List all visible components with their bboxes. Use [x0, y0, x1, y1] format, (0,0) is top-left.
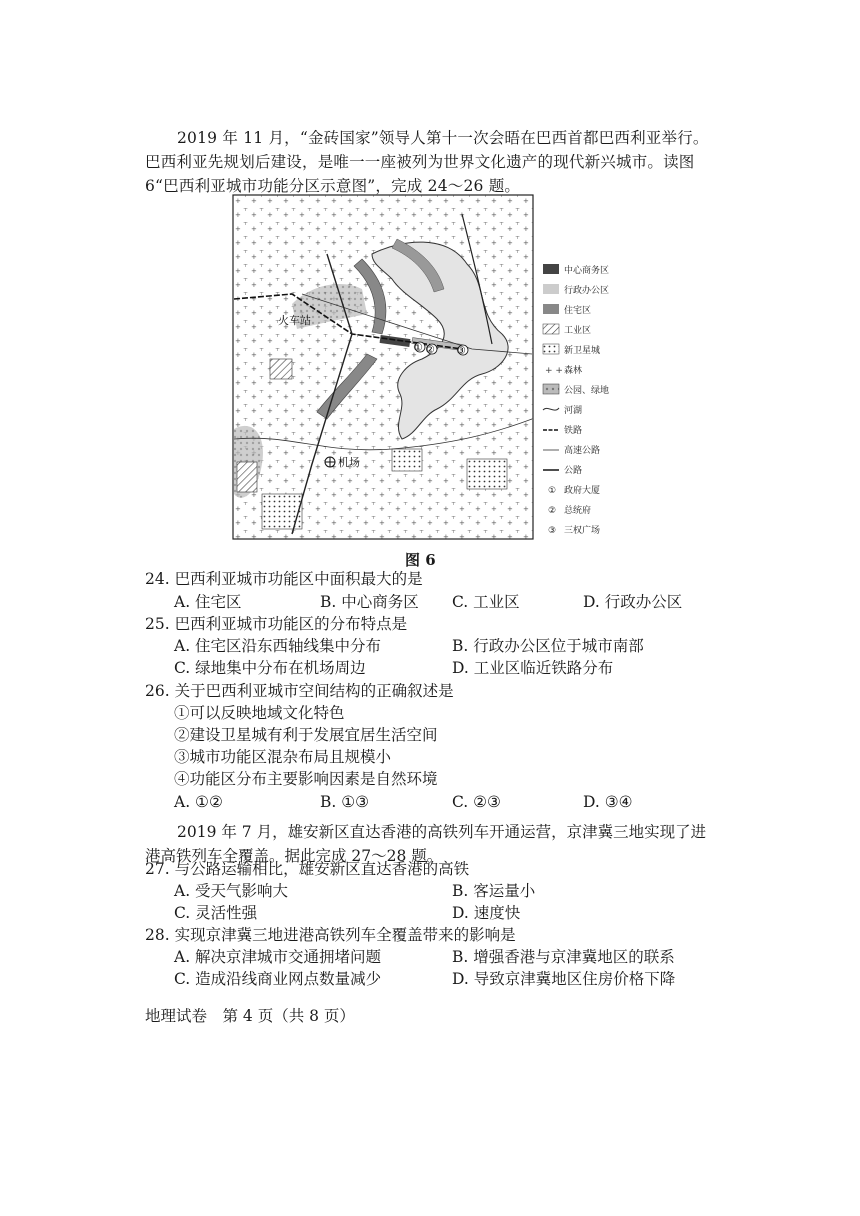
satellite-town-se: [467, 459, 507, 489]
industrial-zone-west: [237, 462, 257, 492]
legend-lake-symbol: [543, 408, 559, 410]
map-svg: [232, 194, 628, 543]
q28-option-c: C. 造成沿线商业网点数量减少: [174, 970, 382, 988]
legend-industrial-hatch: [543, 324, 559, 334]
q26-statement-3: ③城市功能区混杂布局且规模小: [174, 748, 392, 766]
intro-paragraph: 2019 年 11 月，“金砖国家”领导人第十一次会晤在巴西首都巴西利亚举行。巴西利亚先规划后建设，是唯一一座被列为世界文化遗产的现代新兴城市。读图 6“巴西利亚城市功能分区示意图”，完成 24～26 题。: [145, 129, 709, 195]
question-28-stem: 28. 实现京津冀三地进港高铁列车全覆盖带来的影响是: [145, 926, 516, 944]
legend-label-4: 新卫星城: [564, 346, 601, 356]
q24-option-a: A. 住宅区: [174, 593, 242, 611]
legend-label-0: 中心商务区: [564, 266, 610, 276]
q26-option-a: A. ①②: [174, 793, 223, 811]
legend-label-7: 河湖: [564, 406, 583, 416]
q26-option-b: B. ①③: [320, 793, 370, 811]
q26-statement-2: ②建设卫星城有利于发展宜居生活空间: [174, 726, 438, 744]
legend-satellite-dots: [543, 344, 559, 354]
question-27-stem: 27. 与公路运输相比，雄安新区直达香港的高铁: [145, 860, 470, 878]
legend-marker-1: ①: [548, 486, 557, 496]
legend-label-10: 公路: [564, 466, 583, 476]
question-25-stem: 25. 巴西利亚城市功能区的分布特点是: [145, 615, 408, 633]
q25-option-d: D. 工业区临近铁路分布: [452, 659, 614, 677]
page-footer: 地理试卷 第 4 页（共 8 页）: [145, 1007, 355, 1025]
legend-label-8: 铁路: [564, 426, 583, 436]
context-paragraph-27-28: 2019 年 7 月，雄安新区直达香港的高铁列车开通运营，京津冀三地实现了进港高铁列车全覆盖。据此完成 27～28 题。: [145, 823, 707, 865]
q26-statement-1: ①可以反映地域文化特色: [174, 704, 345, 722]
marker-2-label: ②: [425, 343, 435, 356]
question-24-stem: 24. 巴西利亚城市功能区中面积最大的是: [145, 570, 423, 588]
question-26-stem: 26. 关于巴西利亚城市空间结构的正确叙述是: [145, 682, 454, 700]
q24-option-d: D. 行政办公区: [583, 593, 683, 611]
legend-label-6: 公园、绿地: [564, 386, 610, 396]
q28-option-a: A. 解决京津城市交通拥堵问题: [174, 948, 382, 966]
industrial-zone: [270, 359, 292, 379]
q25-option-b: B. 行政办公区位于城市南部: [452, 637, 644, 655]
legend-label-11: 政府大厦: [564, 486, 601, 496]
station-label: 火车站: [278, 314, 311, 327]
legend-label-9: 高速公路: [564, 446, 601, 456]
legend-label-1: 行政办公区: [564, 286, 610, 296]
q24-option-b: B. 中心商务区: [320, 593, 419, 611]
legend-label-5: 森林: [564, 366, 583, 376]
legend-cbd-swatch: [543, 264, 559, 274]
legend-admin-swatch: [543, 284, 559, 294]
satellite-town: [392, 449, 422, 471]
airport-label: 机场: [338, 456, 360, 469]
q28-option-d: D. 导致京津冀地区住房价格下降: [452, 970, 676, 988]
brasilia-map-figure: [232, 194, 628, 543]
legend-marker-2: ②: [548, 506, 557, 516]
satellite-town-sw: [262, 494, 302, 529]
marker-3-label: ③: [456, 344, 466, 357]
legend-residential-swatch: [543, 304, 559, 314]
q27-option-a: A. 受天气影响大: [174, 882, 289, 900]
legend-marker-3: ③: [548, 526, 557, 536]
legend-label-12: 总统府: [564, 506, 592, 516]
q28-option-b: B. 增强香港与京津冀地区的联系: [452, 948, 675, 966]
q25-option-a: A. 住宅区沿东西轴线集中分布: [174, 637, 382, 655]
q27-option-d: D. 速度快: [452, 904, 521, 922]
figure-caption: 图 6: [405, 551, 436, 569]
legend-forest-symbol: + +: [545, 366, 563, 376]
q26-option-d: D. ③④: [583, 793, 633, 811]
marker-1-label: ①: [413, 341, 423, 354]
q26-statement-4: ④功能区分布主要影响因素是自然环境: [174, 770, 438, 788]
legend-label-2: 住宅区: [564, 306, 592, 316]
q25-option-c: C. 绿地集中分布在机场周边: [174, 659, 366, 677]
q24-option-c: C. 工业区: [452, 593, 520, 611]
legend-label-3: 工业区: [564, 326, 592, 336]
map-legend: [543, 264, 609, 536]
q27-option-c: C. 灵活性强: [174, 904, 258, 922]
legend-park-swatch: [543, 384, 559, 394]
q27-option-b: B. 客运量小: [452, 882, 536, 900]
q26-option-c: C. ②③: [452, 793, 501, 811]
legend-label-13: 三权广场: [564, 526, 601, 536]
